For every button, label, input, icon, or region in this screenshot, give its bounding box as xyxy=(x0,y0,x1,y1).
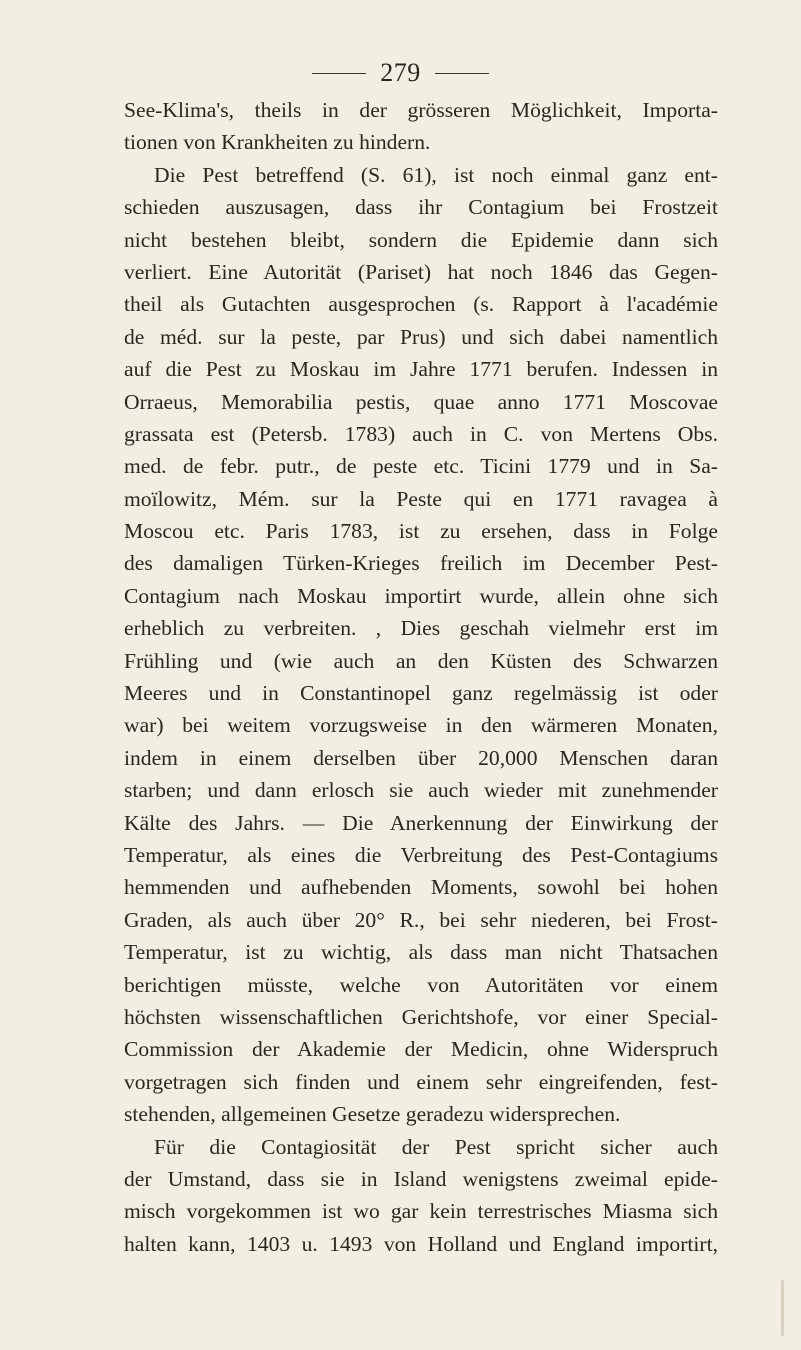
text-line-34: der Umstand, dass sie in Island wenigstens zweimal epide- xyxy=(124,1166,718,1191)
text-line-13: moïlowitz, Mém. sur la Peste qui en 1771 ravagea à xyxy=(124,486,718,511)
text-line-2: tionen von Krankheiten zu hindern. xyxy=(124,130,431,155)
text-line-15: des damaligen Türken-Krieges freilich im December Pest- xyxy=(124,551,718,576)
text-line-29: höchsten wissenschaftlichen Gerichtshofe, vor einer Special- xyxy=(124,1004,718,1029)
text-line-18: Frühling und (wie auch an den Küsten des Schwarzen xyxy=(124,648,718,673)
text-line-36: halten kann, 1403 u. 1493 von Holland und England importirt, xyxy=(124,1231,718,1256)
text-line-22: starben; und dann erlosch sie auch wieder mit zunehmender xyxy=(124,778,718,803)
text-line-7: theil als Gutachten ausgesprochen (s. Rapport à l'académie xyxy=(124,292,718,317)
text-line-35: misch vorgekommen ist wo gar kein terrestrisches Miasma sich xyxy=(124,1199,718,1224)
text-line-32: stehenden, allgemeinen Gesetze geradezu widersprechen. xyxy=(124,1102,621,1127)
text-line-14: Moscou etc. Paris 1783, ist zu ersehen, dass in Folge xyxy=(124,519,718,544)
page-header xyxy=(0,58,801,88)
text-line-28: berichtigen müsste, welche von Autoritäten vor einem xyxy=(124,972,718,997)
text-line-9: auf die Pest zu Moskau im Jahre 1771 berufen. Indessen in xyxy=(124,357,718,382)
paper-mark xyxy=(781,1280,784,1336)
text-line-26: Graden, als auch über 20° R., bei sehr niederen, bei Frost- xyxy=(124,907,718,932)
text-line-11: grassata est (Petersb. 1783) auch in C. von Mertens Obs. xyxy=(124,421,718,446)
text-line-27: Temperatur, ist zu wichtig, als dass man nicht Thatsachen xyxy=(124,940,718,965)
text-line-16: Contagium nach Moskau importirt wurde, allein ohne sich xyxy=(124,583,718,608)
text-line-31: vorgetragen sich finden und einem sehr eingreifenden, fest- xyxy=(124,1069,718,1094)
text-line-5: nicht bestehen bleibt, sondern die Epidemie dann sich xyxy=(124,227,718,252)
text-line-20: war) bei weitem vorzugsweise in den wärmeren Monaten, xyxy=(124,713,718,738)
body-text xyxy=(124,94,718,1260)
text-line-8: de méd. sur la peste, par Prus) und sich dabei namentlich xyxy=(124,324,718,349)
text-line-30: Commission der Akademie der Medicin, ohne Widerspruch xyxy=(124,1037,718,1062)
text-line-19: Meeres und in Constantinopel ganz regelmässig ist oder xyxy=(124,681,718,706)
text-line-4: schieden auszusagen, dass ihr Contagium bei Frostzeit xyxy=(124,195,718,220)
text-line-23: Kälte des Jahrs. — Die Anerkennung der Einwirkung der xyxy=(124,810,718,835)
text-line-3: Die Pest betreffend (S. 61), ist noch einmal ganz ent- xyxy=(154,162,718,187)
text-line-21: indem in einem derselben über 20,000 Menschen daran xyxy=(124,745,718,770)
text-line-12: med. de febr. putr., de peste etc. Ticini 1779 und in Sa- xyxy=(124,454,718,479)
text-line-6: verliert. Eine Autorität (Pariset) hat noch 1846 das Gegen- xyxy=(124,259,718,284)
page-number: 279 xyxy=(380,58,421,87)
text-line-1: See-Klima's, theils in der grösseren Möglichkeit, Importa- xyxy=(124,98,718,122)
text-line-24: Temperatur, als eines die Verbreitung des Pest-Contagiums xyxy=(124,842,718,867)
text-line-25: hemmenden und aufhebenden Moments, sowohl bei hohen xyxy=(124,875,718,900)
right-rule xyxy=(435,73,489,74)
text-line-10: Orraeus, Memorabilia pestis, quae anno 1771 Moscovae xyxy=(124,389,718,414)
left-rule xyxy=(312,73,366,74)
text-line-33: Für die Contagiosität der Pest spricht sicher auch xyxy=(154,1134,718,1159)
text-line-17: erheblich zu verbreiten. , Dies geschah vielmehr erst im xyxy=(124,616,718,641)
